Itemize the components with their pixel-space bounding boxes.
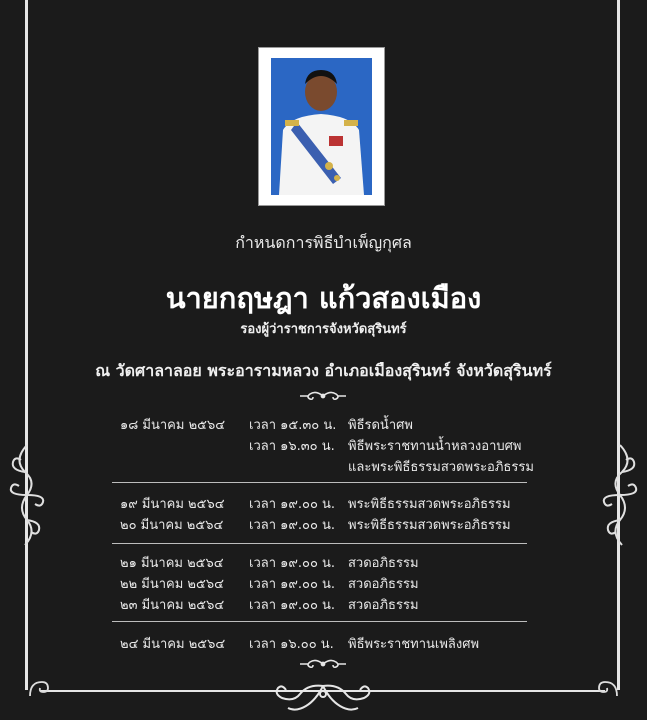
schedule-time: เวลา ๑๖.๓๐ น. (249, 439, 335, 454)
ceremony-venue: ณ วัดศาลาลอย พระอารามหลวง อำเภอเมืองสุรินทร์ จังหวัดสุรินทร์ (95, 361, 552, 380)
schedule-event: พระพิธีธรรมสวดพระอภิธรรม (348, 497, 511, 512)
schedule-time: เวลา ๑๙.๐๐ น. (249, 518, 336, 533)
corner-flourish-icon (28, 676, 50, 698)
portrait-frame (259, 48, 384, 205)
schedule-event: พระพิธีธรรมสวดพระอภิธรรม (348, 518, 511, 533)
deceased-name: นายกฤษฎา แก้วสองเมือง (165, 281, 482, 315)
bottom-scroll-ornament-icon (268, 680, 378, 716)
schedule-date: ๒๓ มีนาคม ๒๕๖๔ (120, 598, 225, 613)
divider-scroll-ornament-icon (298, 657, 348, 671)
frame-left-border (25, 0, 28, 690)
schedule-time: เวลา ๑๙.๐๐ น. (249, 556, 336, 571)
portrait-photo-icon (271, 58, 372, 195)
schedule-time: เวลา ๑๖.๐๐ น. (249, 637, 334, 652)
schedule-event: พิธีพระราชทานเพลิงศพ (348, 637, 480, 652)
divider-scroll-ornament-icon (298, 389, 348, 403)
schedule-event: สวดอภิธรรม (348, 556, 419, 571)
schedule-event: สวดอภิธรรม (348, 577, 419, 592)
side-scroll-ornament-icon (5, 440, 47, 550)
schedule-event: พิธีรดน้ำศพ (348, 418, 413, 433)
schedule-event: และพระพิธีธรรมสวดพระอภิธรรม (348, 460, 534, 475)
schedule-divider (112, 482, 527, 483)
corner-flourish-icon (597, 676, 619, 698)
ceremony-subtitle: กำหนดการพิธีบำเพ็ญกุศล (235, 233, 412, 252)
schedule-event: สวดอภิธรรม (348, 598, 419, 613)
schedule-time: เวลา ๑๕.๓๐ น. (249, 418, 337, 433)
schedule-date: ๒๐ มีนาคม ๒๕๖๔ (120, 518, 224, 533)
schedule-time: เวลา ๑๙.๐๐ น. (249, 577, 336, 592)
side-scroll-ornament-icon (600, 440, 642, 550)
schedule-time: เวลา ๑๙.๐๐ น. (249, 497, 336, 512)
schedule-date: ๒๔ มีนาคม ๒๕๖๔ (120, 637, 226, 652)
schedule-divider (112, 621, 527, 622)
schedule-date: ๒๑ มีนาคม ๒๕๖๔ (120, 556, 224, 571)
schedule-time: เวลา ๑๙.๐๐ น. (249, 598, 336, 613)
schedule-event: พิธีพระราชทานน้ำหลวงอาบศพ (348, 439, 522, 454)
deceased-position: รองผู้ว่าราชการจังหวัดสุรินทร์ (240, 322, 407, 337)
schedule-date: ๒๒ มีนาคม ๒๕๖๔ (120, 577, 224, 592)
schedule-divider (112, 543, 527, 544)
schedule-date: ๑๘ มีนาคม ๒๕๖๔ (120, 418, 226, 433)
schedule-date: ๑๙ มีนาคม ๒๕๖๔ (120, 497, 225, 512)
frame-right-border (617, 0, 620, 690)
